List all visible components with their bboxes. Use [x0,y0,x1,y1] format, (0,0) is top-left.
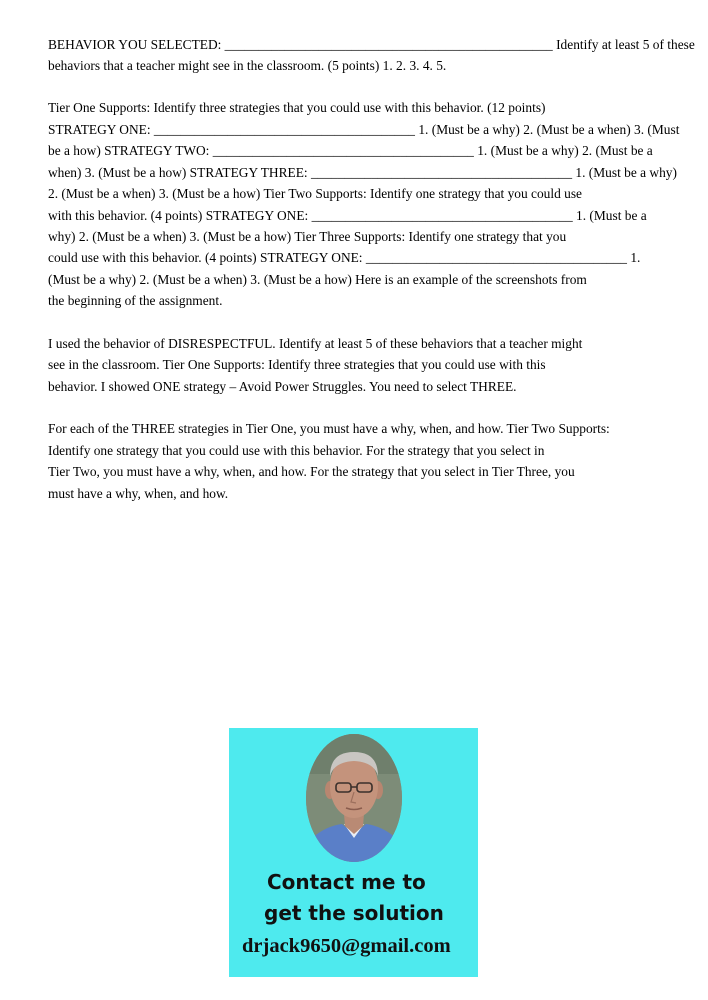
text-line: Tier Two, you must have a why, when, and how. For the strategy that you select in Tier Three, you [48,464,575,479]
text-line: why) 2. (Must be a when) 3. (Must be a how) Tier Three Supports: Identify one strategy that you [48,229,567,244]
text-line-behavior-selected: BEHAVIOR YOU SELECTED: _________________________________________________ Identify at least 5 of these [48,37,695,52]
text-line: behaviors that a teacher might see in the classroom. (5 points) 1. 2. 3. 4. 5. [48,58,447,73]
text-line-instructions: For each of the THREE strategies in Tier One, you must have a why, when, and how. Tier Two Supports: [48,421,610,436]
text-line: the beginning of the assignment. [48,293,223,308]
text-line: when) 3. (Must be a how) STRATEGY THREE: _______________________________________ 1. (Must be a why) [48,165,677,180]
contact-advertisement [229,728,478,977]
ad-headline-line1: Contact me to [267,870,426,894]
text-line: be a how) STRATEGY TWO: _______________________________________ 1. (Must be a why) 2. (Must be a [48,143,653,158]
text-line: could use with this behavior. (4 points) STRATEGY ONE: _______________________________________ 1. [48,250,641,265]
ad-headline-line2: get the solution [264,901,444,925]
ad-email[interactable]: drjack9650@gmail.com [242,935,451,957]
text-line: must have a why, when, and how. [48,486,229,501]
text-line: 2. (Must be a when) 3. (Must be a how) Tier Two Supports: Identify one strategy that you could use [48,186,582,201]
text-line: see in the classroom. Tier One Supports: Identify three strategies that you could use with this [48,357,546,372]
text-line: (Must be a why) 2. (Must be a when) 3. (Must be a how) Here is an example of the screenshots from [48,272,587,287]
text-line-tier-one: Tier One Supports: Identify three strategies that you could use with this behavior. (12 points) [48,100,546,115]
portrait-photo [306,734,402,862]
text-line: with this behavior. (4 points) STRATEGY ONE: _______________________________________ 1. (Must be a [48,208,647,223]
text-line-example: I used the behavior of DISRESPECTFUL. Identify at least 5 of these behaviors that a teacher might [48,336,583,351]
text-line: Identify one strategy that you could use with this behavior. For the strategy that you select in [48,443,545,458]
text-line: behavior. I showed ONE strategy – Avoid Power Struggles. You need to select THREE. [48,379,517,394]
text-line: STRATEGY ONE: _______________________________________ 1. (Must be a why) 2. (Must be a when) 3. (Must [48,122,680,137]
